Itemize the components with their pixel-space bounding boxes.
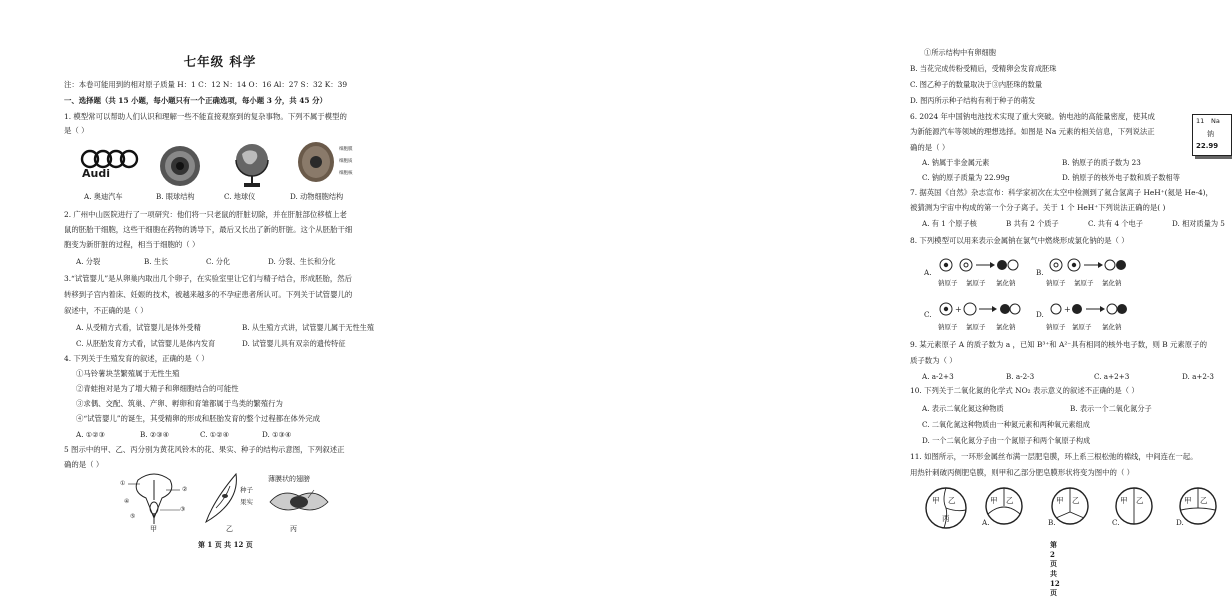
exam-title: 七年级 科学 bbox=[183, 54, 257, 69]
q4-stem: 4. 下列关于生殖发育的叙述，正确的是（ ） bbox=[64, 354, 209, 363]
q8-a-model bbox=[936, 256, 1022, 274]
marker-4: ④ bbox=[124, 498, 130, 505]
ring-label-yi: 乙 bbox=[948, 496, 956, 505]
q5-option-d[interactable]: D. 图丙所示种子结构有利于种子的萌发 bbox=[910, 96, 1036, 105]
marker-5: ⑤ bbox=[130, 513, 136, 520]
cell-label-membrane: 细胞膜 bbox=[339, 147, 353, 152]
q11-a-label-yi: 乙 bbox=[1006, 496, 1014, 505]
q9-option-b[interactable]: B. a-2-3 bbox=[1006, 372, 1035, 381]
q4-item-1: ①马铃薯块茎繁殖属于无性生殖 bbox=[76, 369, 180, 378]
element-name: 钠 bbox=[1207, 130, 1214, 138]
q10-option-b[interactable]: B. 表示一个二氧化氮分子 bbox=[1070, 404, 1152, 413]
q5-stem-2: 确的是（ ） bbox=[64, 460, 104, 469]
q11-d-label-yi: 乙 bbox=[1200, 496, 1208, 505]
left-page bbox=[0, 0, 440, 608]
q8-b-label-cl: 氯原子 bbox=[1074, 279, 1094, 287]
q4-option-d[interactable]: D. ①③④ bbox=[262, 430, 292, 439]
q2-option-a[interactable]: A. 分裂 bbox=[76, 257, 101, 266]
q10-option-c[interactable]: C. 二氧化氮这种物质由一种氮元素和两种氧元素组成 bbox=[922, 420, 1090, 429]
q9-option-d[interactable]: D. a+2-3 bbox=[1182, 372, 1214, 381]
q6-option-c[interactable]: C. 钠的原子质量为 22.99g bbox=[922, 173, 1010, 182]
q5-option-a[interactable]: ①所示结构中有卵细胞 bbox=[924, 48, 996, 57]
q6-stem-1: 6. 2024 年中国钠电池技术实现了重大突破。钠电池的高能量密度，使其成 bbox=[910, 112, 1155, 121]
q5-option-c[interactable]: C. 图乙种子的数量取决于③内胚珠的数量 bbox=[910, 80, 1043, 89]
q7-option-c[interactable]: C. 共有 4 个电子 bbox=[1088, 219, 1143, 228]
element-card-na bbox=[1192, 114, 1232, 156]
q3-stem-2: 转移到子宫内着床、妊娠的技术，被越来越多的不孕症患者所认可。下列关于试管婴儿的 bbox=[64, 290, 353, 299]
q6-stem-3: 确的是（ ） bbox=[910, 143, 950, 152]
q2-option-c[interactable]: C. 分化 bbox=[206, 257, 231, 266]
element-mass: 22.99 bbox=[1196, 142, 1219, 150]
section-heading: 一、选择题（共 15 小题，每小题只有一个正确选项，每小题 3 分，共 45 分） bbox=[64, 96, 327, 105]
q3-stem-3: 叙述中，不正确的是（ ） bbox=[64, 306, 148, 315]
q11-stem-1: 11. 如图所示，一环形金属丝布满一层肥皂膜，环上系三根松弛的棉线，中间连在一起。 bbox=[910, 452, 1198, 461]
q1-option-d[interactable]: D. 动物细胞结构 bbox=[290, 192, 344, 201]
q8-c-label-cl: 氯原子 bbox=[966, 323, 986, 331]
fig-label-bing: 丙 bbox=[290, 525, 297, 533]
svg-text:+: + bbox=[1064, 305, 1071, 314]
q7-option-a[interactable]: A. 有 1 个原子核 bbox=[922, 219, 977, 228]
q4-item-3: ③求偶、交配、筑巢、产卵、孵卵和育雏都属于鸟类的繁殖行为 bbox=[76, 399, 283, 408]
q8-b-label-na: 钠原子 bbox=[1046, 279, 1066, 287]
q1-stem-2: 是（ ） bbox=[64, 126, 89, 135]
cell-label-cytoplasm: 细胞质 bbox=[339, 159, 353, 164]
q11-a-label-jia: 甲 bbox=[990, 496, 998, 505]
eyeball-image bbox=[158, 144, 202, 188]
q6-stem-2: 为新能源汽车等领域的理想选择。如图是 Na 元素的相关信息，下列说法正 bbox=[910, 127, 1155, 136]
q8-option-a[interactable]: A. bbox=[924, 268, 932, 277]
ring-label-bing: 丙 bbox=[942, 514, 950, 523]
q11-c-label-jia: 甲 bbox=[1120, 496, 1128, 505]
q10-option-d[interactable]: D. 一个二氧化氮分子由一个氮原子和两个氧原子构成 bbox=[922, 436, 1091, 445]
q11-c-ring bbox=[1114, 486, 1154, 526]
q11-a-ring bbox=[984, 486, 1024, 526]
q8-a-label-na: 钠原子 bbox=[938, 279, 958, 287]
marker-2: ② bbox=[182, 486, 188, 493]
q8-c-label-nacl: 氯化钠 bbox=[996, 323, 1016, 331]
q10-stem: 10. 下列关于二氧化氮的化学式 NO₂ 表示意义的叙述不正确的是（ ） bbox=[910, 386, 1139, 395]
q3-stem-1: 3.“试管婴儿”是从卵巢内取出几个卵子，在实验室里让它们与精子结合，形成胚胎，然后 bbox=[64, 274, 353, 283]
q11-option-b[interactable]: B. bbox=[1048, 518, 1056, 527]
q8-d-label-nacl: 氯化钠 bbox=[1102, 323, 1122, 331]
q3-option-c[interactable]: C. 从胚胎发育方式看，试管婴儿是体内发育 bbox=[76, 339, 216, 348]
q6-option-b[interactable]: B. 钠原子的质子数为 23 bbox=[1062, 158, 1141, 167]
marker-1: ① bbox=[120, 480, 126, 487]
q4-item-4: ④“试管婴儿”的诞生，其受精卵的形成和胚胎发育的整个过程都在体外完成 bbox=[76, 414, 321, 423]
right-page bbox=[440, 0, 1225, 608]
q8-option-b[interactable]: B. bbox=[1036, 268, 1044, 277]
q2-option-b[interactable]: B. 生长 bbox=[144, 257, 169, 266]
q11-option-a[interactable]: A. bbox=[982, 518, 990, 527]
q8-c-label-na: 钠原子 bbox=[938, 323, 958, 331]
q11-b-ring bbox=[1050, 486, 1090, 526]
q8-c-model bbox=[936, 300, 1022, 318]
q10-option-a[interactable]: A. 表示二氧化氮这种物质 bbox=[922, 404, 1004, 413]
q5-option-b[interactable]: B. 当花完成传粉受精后，受精卵会发育成胚珠 bbox=[910, 64, 1057, 73]
q9-option-a[interactable]: A. a-2+3 bbox=[922, 372, 954, 381]
q2-option-d[interactable]: D. 分裂、生长和分化 bbox=[268, 257, 336, 266]
q8-option-d[interactable]: D. bbox=[1036, 310, 1044, 319]
atomic-mass-note: 注：本卷可能用到的相对原子质量 H：1 C：12 N：14 O：16 Al：27 S：32 K：39 bbox=[64, 80, 348, 89]
right-page-footer: 第 2 页 共 12 页 bbox=[1050, 540, 1060, 597]
cell-label-nucleus: 细胞核 bbox=[339, 171, 353, 176]
q8-b-label-nacl: 氯化钠 bbox=[1102, 279, 1122, 287]
q7-option-b[interactable]: B 共有 2 个质子 bbox=[1006, 219, 1059, 228]
q3-option-d[interactable]: D. 试管婴儿具有双亲的遗传特征 bbox=[242, 339, 346, 348]
q4-option-c[interactable]: C. ①②④ bbox=[200, 430, 230, 439]
q9-stem-1: 9. 某元素原子 A 的质子数为 a ，已知 B³⁺和 A²⁻具有相同的核外电子数，则 B 元素原子的 bbox=[910, 340, 1207, 349]
q11-stem-2: 用热针刺破丙侧肥皂膜，则甲和乙部分肥皂膜形状将变为图中的（ ） bbox=[910, 468, 1135, 477]
q8-d-model bbox=[1046, 300, 1132, 318]
q2-stem-2: 鼠的胚胎干细胞，这些干细胞在药物的诱导下，最后又长出了新的肝脏。这个从胚胎干细 bbox=[64, 225, 353, 234]
q8-stem: 8. 下列模型可以用来表示金属钠在氯气中燃烧形成氯化钠的是（ ） bbox=[910, 236, 1129, 245]
left-page-footer: 第 1 页 共 12 页 bbox=[198, 540, 253, 549]
q2-stem-1: 2. 广州中山医院进行了一项研究：他们将一只老鼠的肝脏切除，并在肝脏部位移植上老 bbox=[64, 210, 347, 219]
q4-option-a[interactable]: A. ①②③ bbox=[76, 430, 106, 439]
q4-option-b[interactable]: B. ②③④ bbox=[140, 430, 170, 439]
q8-option-c[interactable]: C. bbox=[924, 310, 932, 319]
q11-option-c[interactable]: C. bbox=[1112, 518, 1120, 527]
q11-d-ring bbox=[1178, 486, 1218, 526]
q11-b-label-yi: 乙 bbox=[1072, 496, 1080, 505]
fig-label-fruit: 果实 bbox=[240, 498, 253, 506]
animal-cell-image bbox=[296, 140, 336, 186]
q5-stem-1: 5 图示中的甲、乙、丙分别为黄花风铃木的花、果实、种子的结构示意图，下列叙述正 bbox=[64, 445, 345, 454]
fruit-diagram bbox=[200, 472, 244, 526]
q11-d-label-jia: 甲 bbox=[1184, 496, 1192, 505]
q7-stem-1: 7. 据英国《自然》杂志宣布：科学家初次在太空中检测到了氦合氢离子 HeH⁺(氦是 He-4)， bbox=[910, 188, 1213, 197]
winged-seed-diagram bbox=[268, 486, 330, 516]
fig-label-yi: 乙 bbox=[226, 525, 233, 533]
audi-wordmark: Audi bbox=[82, 167, 110, 180]
q3-option-a[interactable]: A. 从受精方式看，试管婴儿是体外受精 bbox=[76, 323, 201, 332]
q3-option-b[interactable]: B. 从生殖方式讲，试管婴儿属于无性生殖 bbox=[242, 323, 375, 332]
q7-stem-2: 被猜测为宇宙中构成的第一个分子离子。关于 1 个 HeH⁺下列说法正确的是( ) bbox=[910, 203, 1166, 212]
q9-stem-2: 质子数为（ ） bbox=[910, 356, 957, 365]
q9-option-c[interactable]: C. a+2+3 bbox=[1094, 372, 1130, 381]
q6-option-d[interactable]: D. 钠原子的核外电子数和质子数相等 bbox=[1062, 173, 1180, 182]
q4-item-2: ②青蛙抱对是为了增大精子和卵细胞结合的可能性 bbox=[76, 384, 239, 393]
q7-option-d[interactable]: D. 相对质量为 5 bbox=[1172, 219, 1225, 228]
q1-stem: 1. 模型常可以帮助人们认识和理解一些不能直接观察到的复杂事物。下列不属于模型的 bbox=[64, 112, 347, 121]
q1-option-b[interactable]: B. 眼球结构 bbox=[156, 192, 195, 201]
q8-a-label-nacl: 氯化钠 bbox=[996, 279, 1016, 287]
q1-option-c[interactable]: C. 地球仪 bbox=[224, 192, 256, 201]
q8-a-label-cl: 氯原子 bbox=[966, 279, 986, 287]
element-symbol: Na bbox=[1211, 117, 1220, 125]
q8-d-label-cl: 氯原子 bbox=[1072, 323, 1092, 331]
fig-label-seed: 种子 bbox=[240, 486, 253, 494]
ring-label-jia: 甲 bbox=[932, 496, 940, 505]
q2-stem-3: 胞变为新肝脏的过程，相当于细胞的（ ） bbox=[64, 240, 200, 249]
q11-option-d[interactable]: D. bbox=[1176, 518, 1184, 527]
q8-b-model bbox=[1046, 256, 1130, 274]
fig-label-wing: 薄膜状的翅膀 bbox=[268, 475, 310, 483]
q1-option-a[interactable]: A. 奥迪汽车 bbox=[84, 192, 123, 201]
globe-image bbox=[232, 142, 272, 188]
svg-text:+: + bbox=[955, 305, 962, 314]
marker-3: ③ bbox=[180, 506, 186, 513]
q11-c-label-yi: 乙 bbox=[1136, 496, 1144, 505]
q6-option-a[interactable]: A. 钠属于非金属元素 bbox=[922, 158, 990, 167]
q8-d-label-na: 钠原子 bbox=[1046, 323, 1066, 331]
element-number: 11 bbox=[1196, 117, 1205, 125]
q11-b-label-jia: 甲 bbox=[1056, 496, 1064, 505]
fig-label-jia: 甲 bbox=[150, 525, 157, 533]
